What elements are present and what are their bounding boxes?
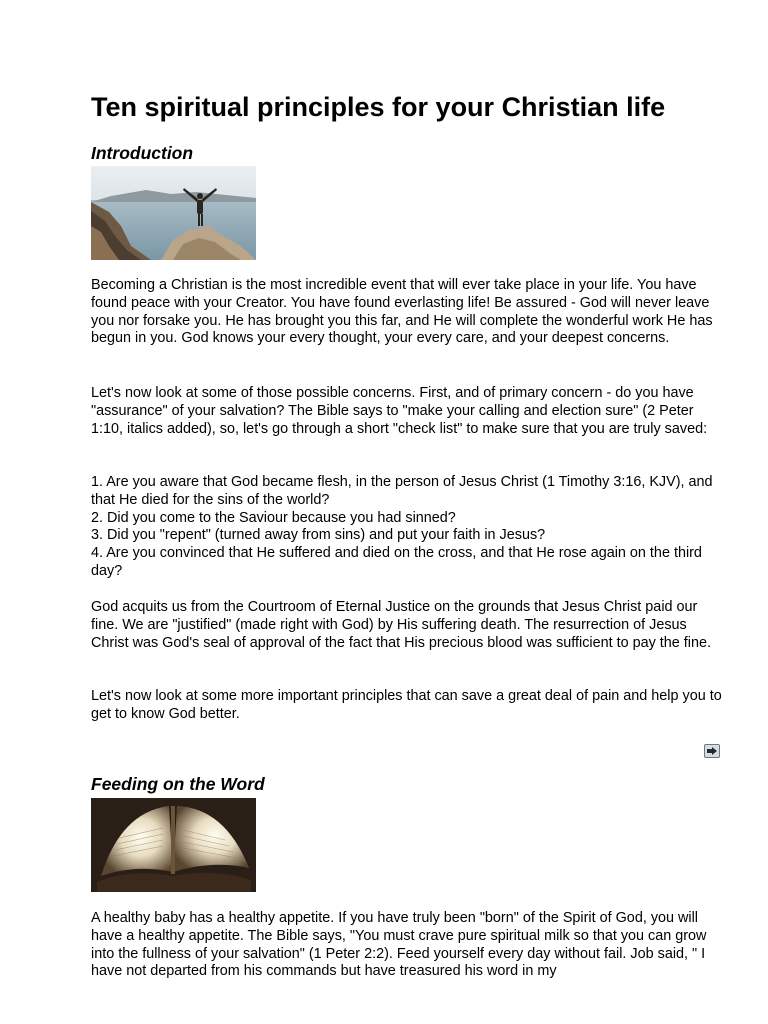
intro-paragraph-1: Becoming a Christian is the most incredible event that will ever take place in your life. You have found peace with your Creator. You have found everlasting life! Be assured - God will never leave you nor forsake you. He has brought you this far, and He will complete the wonderful work He has begun in you. God knows your every thought, your every care, and your deepest concerns. <box>91 277 713 347</box>
feeding-paragraph-1: A healthy baby has a healthy appetite. If you have truly been "born" of the Spirit of God, you will have a healthy appetite. The Bible says, "You must crave pure spiritual milk so that you can grow into the fullness of your salvation" (1 Peter 2:2). Feed yourself every day without fail. Job said, " I have not departed from his commands but have treasured his word in my <box>91 910 707 980</box>
section-heading-feeding-on-the-word: Feeding on the Word <box>91 774 265 794</box>
man-on-cliff-arms-outstretched-photo <box>91 166 256 260</box>
checklist-item: 3. Did you "repent" (turned away from sins) and put your faith in Jesus? <box>91 527 546 544</box>
checklist-item: 1. Are you aware that God became flesh, in the person of Jesus Christ (1 Timothy 3:16, KJV), and that He died for the sins of the world? <box>91 474 713 508</box>
open-bible-photo <box>91 798 256 892</box>
intro-paragraph-2: Let's now look at some of those possible concerns. First, and of primary concern - do you have "assurance" of your salvation? The Bible says to "make your calling and election sure" (2 Peter 1:10, italics added), so, let's go through a short "check list" to make sure that you are truly saved: <box>91 385 708 437</box>
checklist-item: 2. Did you come to the Saviour because you had sinned? <box>91 509 456 526</box>
intro-paragraph-4: Let's now look at some more important principles that can save a great deal of pain and help you to get to know God better. <box>91 688 722 722</box>
salvation-checklist <box>91 474 723 581</box>
checklist-item: 4. Are you convinced that He suffered and died on the cross, and that He rose again on the third day? <box>91 545 702 579</box>
intro-paragraph-3: God acquits us from the Courtroom of Eternal Justice on the grounds that Jesus Christ paid our fine. We are "justified" (made right with God) by His suffering death. The resurrection of Jesus Christ was God's seal of approval of the fact that His precious blood was sufficient to pay the fine. <box>91 599 712 651</box>
section-heading-introduction: Introduction <box>91 143 194 163</box>
document-title: Ten spiritual principles for your Christian life <box>91 92 666 122</box>
next-page-arrow-icon[interactable] <box>704 744 720 758</box>
